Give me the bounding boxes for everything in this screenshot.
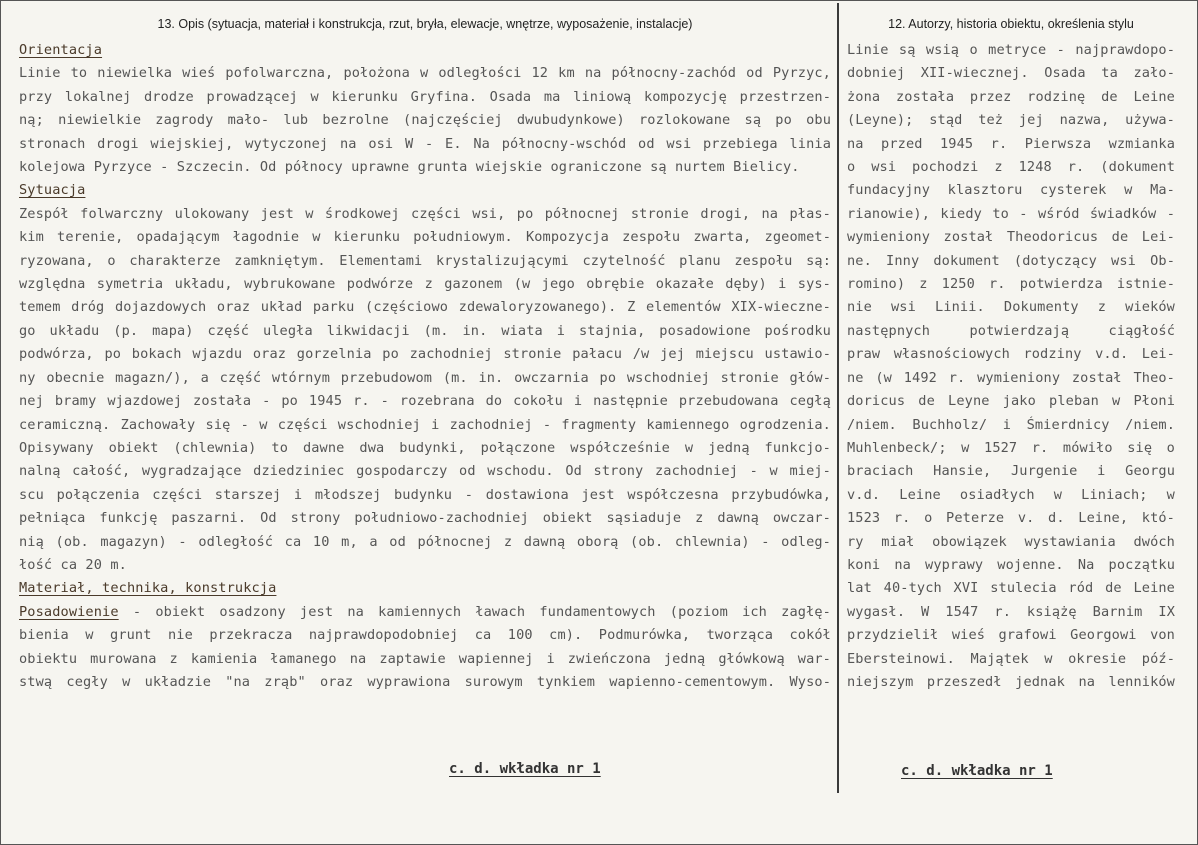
text-line: ne. Inny dokument (dotyczący wsi Ob- xyxy=(847,252,1175,269)
section-heading: Orientacja xyxy=(19,42,103,58)
text-line: Zespół folwarczny ulokowany jest w środkowej części wsi, po północnej stronie drogi, na płas- xyxy=(19,205,831,222)
section-heading: Materiał, technika, konstrukcja xyxy=(19,580,277,597)
text-line: bienia w grunt nie przekracza najprawdopodobniej ca 100 cm). Podmurówka, tworząca cokół xyxy=(19,627,831,644)
description-heading: 13. Opis (sytuacja, materiał i konstrukcja, rzut, bryła, elewacje, wnętrze, wyposażenie, instalacje) xyxy=(157,17,693,31)
text-line: o wsi pochodzi z 1248 r. (dokument xyxy=(847,159,1175,176)
text-line: (Leyne); stąd też jej nazwa, używa- xyxy=(847,112,1175,129)
text-line: wygasł. W 1547 r. książę Barnim IX xyxy=(847,603,1175,620)
text-line: podwórza, po bokach wjazdu oraz gorzelnia po zachodniej stronie pałacu /w jej miejscu ustawio- xyxy=(19,346,831,363)
text-line: obiektu murowana z kamienia łamanego na zaptawie wapiennej i zwieńczona jedną główkową war- xyxy=(19,650,831,667)
text-line: doricus de Leyne jako pleban w Płoni xyxy=(847,393,1175,410)
text-line: nie wsi Linii. Dokumenty z wieków xyxy=(847,299,1175,316)
text-line: temem dróg dojazdowych oraz układ parku (częściowo zdewaloryzowanego). Z elementów XIX-wieczne- xyxy=(19,299,831,316)
text-line: łość ca 20 m. xyxy=(19,556,127,573)
text-line: ceramiczną. Zachowały się - w części wschodniej i zachodniej - fragmenty kamiennego ogrodzenia. xyxy=(19,416,831,433)
text-line: pełniąca funkcję paszarni. Od strony południowo-zachodniej obiekt sąsiaduje z dawną owczar- xyxy=(19,510,831,527)
text-line: /niem. Buchholz/ i Śmierdnicy /niem. xyxy=(847,416,1175,433)
text-line: nej bramy wjazdowej została - po 1945 r. - rozebrana do cokołu i następnie przebudowana cegłą xyxy=(19,393,831,410)
text-line: rianowie), kiedy to - wśród świadków - xyxy=(847,205,1175,222)
text-line: następnych potwierdzają ciągłość xyxy=(847,322,1175,339)
text-line: przy lokalnej drodze prowadzącej w kierunku Gryfina. Osada ma liniową kompozycję przestrzen- xyxy=(19,88,831,105)
text-line: Muhlenbeck/; w 1527 r. mówiło się o xyxy=(847,439,1175,456)
column-divider xyxy=(837,3,839,793)
text-line: niejszym przeszedł jednak na lenników xyxy=(847,673,1175,690)
text-line: żona została przez rodzinę de Leine xyxy=(847,88,1175,105)
section-heading: Sytuacja xyxy=(19,182,86,199)
history-heading: 12. Autorzy, historia obiektu, określenia stylu xyxy=(888,17,1134,31)
text-line: ną; niewielkie zagrody mało- lub bezrolne (najczęściej dwubudynkowe) rozlokowane są po obu xyxy=(19,112,831,129)
text-line: względna symetria układu, wybrukowane podwórze z gazonem (w jego obrębie okazałe dęby) i sys- xyxy=(19,276,831,293)
text-line: koni na wyprawy wojenne. Na początku xyxy=(847,556,1175,573)
text-line: Opisywany obiekt (chlewnia) to dawne dwa budynki, połączone współcześnie w jedną funkcjo- xyxy=(19,439,831,456)
text-line: fundacyjny klasztoru cysterek w Ma- xyxy=(847,182,1175,199)
text-line: Linie są wsią o metryce - najprawdopo- xyxy=(847,42,1175,58)
text-line: go układu (p. mapa) część uległa likwidacji (m. in. wiata i stajnia, posadowione pośrodku xyxy=(19,322,831,339)
text-line: Linie to niewielka wieś pofolwarczna, położona w odległości 12 km na północny-zachód od Pyrzyc, xyxy=(19,65,831,82)
text-line: praw własnościowych rodziny v.d. Lei- xyxy=(847,346,1175,363)
text-line: scu połączenia części starszej i młodszej budynku - dostawiona jest współczesna przybudówka, xyxy=(19,486,831,503)
text-line: dobniej XII-wiecznej. Osada ta zało- xyxy=(847,65,1175,82)
text-line: nią (ob. magazyn) - odległość ca 10 m, a od północnej z dawną oborą (ob. chlewnia) - odleg- xyxy=(19,533,831,550)
text-line: nalną całość, wygradzające dziedziniec gospodarczy od wschodu. Od strony zachodniej - w miej- xyxy=(19,463,831,480)
text-line: 1523 r. o Peterze v. d. Leine, któ- xyxy=(847,510,1175,527)
text-line: ny obecnie magazn/), a część wtórnym przebudowom (m. in. owczarnia po wschodniej stronie głów- xyxy=(19,369,831,386)
description-body xyxy=(19,39,831,694)
text-line: przydzielił wieś grafowi Georgowi von xyxy=(847,627,1175,644)
continuation-note-right: c. d. wkładka nr 1 xyxy=(901,763,1053,779)
text-line: ryzowana, o charakterze zamkniętym. Elementami krystalizującymi czytelność planu zespołu są: xyxy=(19,252,831,269)
text-line: ry miał obowiązek wystawiania dwóch xyxy=(847,533,1175,550)
text-line: v.d. Leine osiadłych w Liniach; w xyxy=(847,486,1175,503)
text-line: lat 40-tych XVI stulecia ród de Leine xyxy=(847,580,1175,597)
text-line: wymieniony został Theodoricus de Lei- xyxy=(847,229,1175,246)
text-line: romino) z 1250 r. potwierdza istnie- xyxy=(847,276,1175,293)
continuation-note-left: c. d. wkładka nr 1 xyxy=(449,761,601,777)
text-line: kolejowa Pyrzyce - Szczecin. Od północy uprawne grunta wiejskie ograniczone są nurtem Bielicy. xyxy=(19,159,800,176)
text-line: Ebersteinowi. Majątek w okresie póź- xyxy=(847,650,1175,667)
history-body xyxy=(847,39,1175,694)
description-column xyxy=(19,13,831,694)
subsection-label: Posadowienie xyxy=(19,603,119,620)
text-line: stwą cegły w układzie "na zrąb" oraz wyprawiona surowym tynkiem wapienno-cementowym. Wyso- xyxy=(19,673,831,690)
text-line: kim terenie, opadającym łagodnie w kierunku południowym. Kompozycja zespołu zwarta, zgeomet- xyxy=(19,229,831,246)
text-line: Posadowienie - obiekt osadzony jest na kamiennych ławach fundamentowych (poziom ich zagłę- xyxy=(19,603,831,620)
history-column xyxy=(847,13,1175,694)
text-line: na przed 1945 r. Pierwsza wzmianka xyxy=(847,135,1175,152)
text-line: ne (w 1492 r. wymieniony został Theo- xyxy=(847,369,1175,386)
text-line: stronach drogi wiejskiej, wytyczonej na osi W - E. Na północny-wschód od wsi przebiega linia xyxy=(19,135,831,152)
text-line: braciach Hansie, Jurgenie i Georgu xyxy=(847,463,1175,480)
